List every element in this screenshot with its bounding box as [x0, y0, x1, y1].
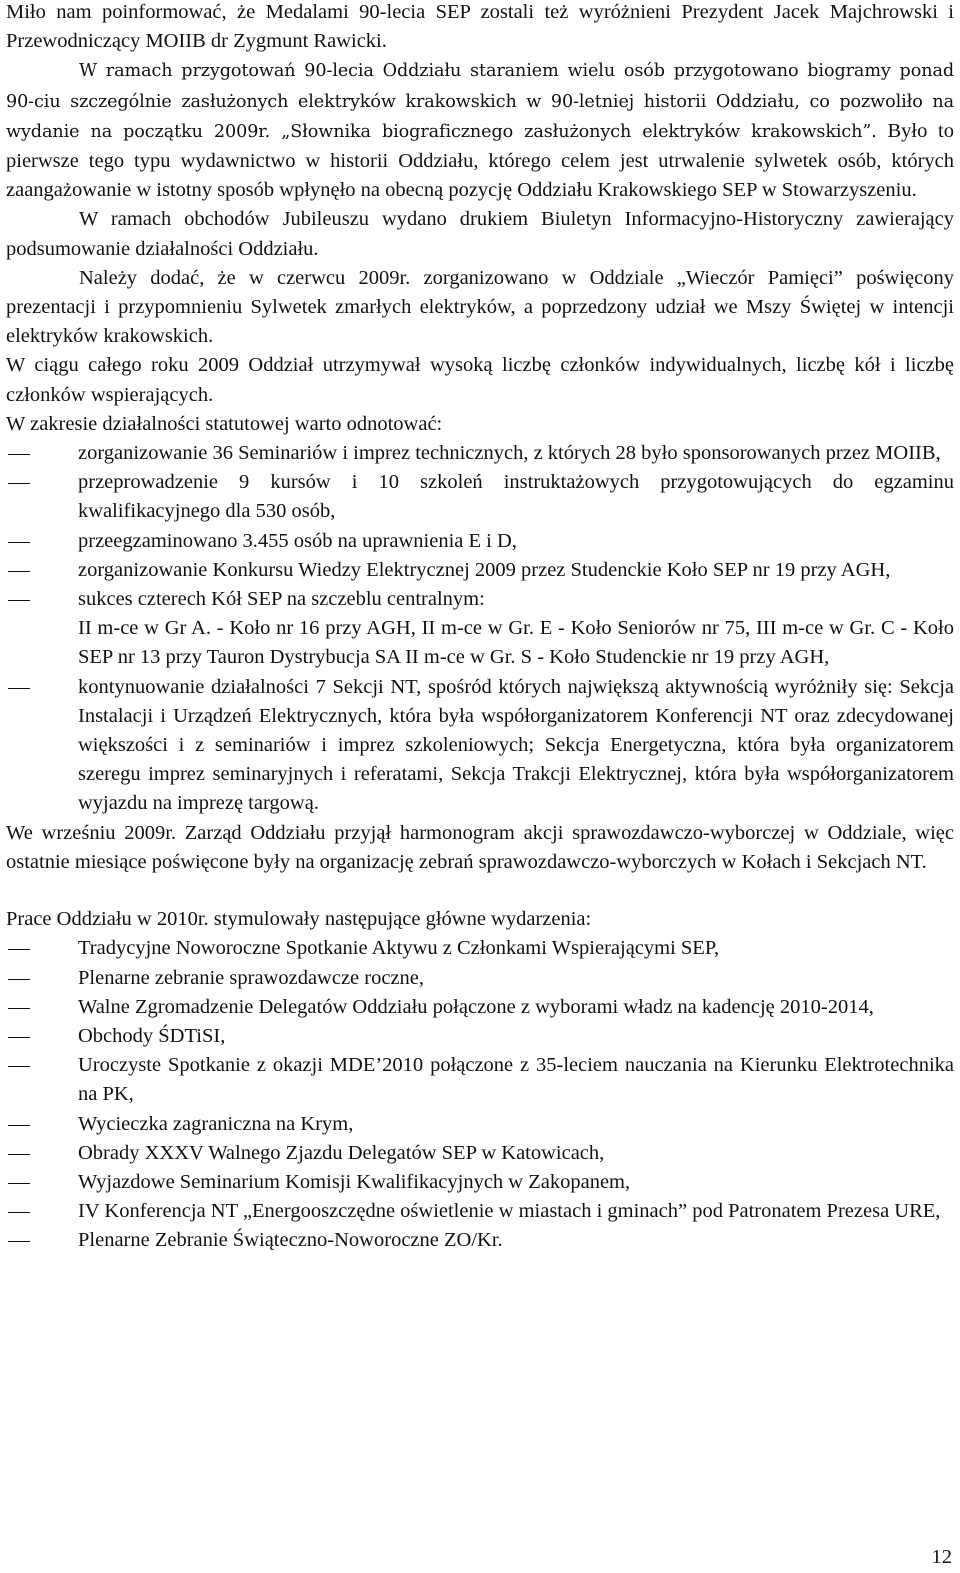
- paragraph-biographies-part1: W ramach przygotowań 90-lecia Oddziału staraniem wielu osób przygotowano biogramy ponad 90-ciu szczególnie zasłużonych elektryków krakowskich w 90-letniej historii Oddziału, co pozwoliło na wydanie na początku 2009r. „Słownika biograficznego zasłużonych elektryków krakowskich”.: [6, 61, 954, 142]
- list-item: kontynuowanie działalności 7 Sekcji NT, spośród których największą aktywnością wyróżniły się: Sekcja Instalacji i Urządzeń Elektrycznych, która była współorganizatorem Konferencji NT oraz zdecydowanej większości i z seminariów i imprez szkoleniowych; Sekcja Energetyczna, która była organizatorem szeregu imprez seminaryjnych i referatami, Sekcja Trakcji Elektrycznej, która była współorganizatorem wyjazdu na imprezę targową.: [6, 673, 954, 819]
- page-content: [6, 0, 954, 1256]
- events-2010-list: [6, 934, 954, 1255]
- list-item: przeegzaminowano 3.455 osób na uprawnienia E i D,: [6, 527, 954, 556]
- list-item: Uroczyste Spotkanie z okazji MDE’2010 połączone z 35-leciem nauczania na Kierunku Elektrotechnika na PK,: [6, 1051, 954, 1109]
- list-item: Tradycyjne Noworoczne Spotkanie Aktywu z Członkami Wspierającymi SEP,: [6, 934, 954, 963]
- paragraph-medals: Miło nam poinformować, że Medalami 90-lecia SEP zostali też wyróżnieni Prezydent Jacek Majchrowski i Przewodniczący MOIIB dr Zygmunt Rawicki.: [6, 1, 954, 53]
- list-item: Wyjazdowe Seminarium Komisji Kwalifikacyjnych w Zakopanem,: [6, 1168, 954, 1197]
- list-item: zorganizowanie Konkursu Wiedzy Elektrycznej 2009 przez Studenckie Koło SEP nr 19 przy AGH,: [6, 556, 954, 585]
- paragraph-bulletin: W ramach obchodów Jubileuszu wydano drukiem Biuletyn Informacyjno-Historyczny zawierający podsumowanie działalności Oddziału.: [6, 208, 954, 260]
- paragraph-members: W ciągu całego roku 2009 Oddział utrzymywał wysoką liczbę członków indywidualnych, liczbę kół i liczbę członków wspierających.: [6, 354, 954, 406]
- paragraph-statutory-intro: W zakresie działalności statutowej warto odnotować:: [6, 412, 443, 435]
- list-item: przeprowadzenie 9 kursów i 10 szkoleń instruktażowych przygotowujących do egzaminu kwalifikacyjnego dla 530 osób,: [6, 468, 954, 526]
- list-item: [6, 585, 954, 673]
- spacer: [6, 877, 954, 905]
- list-item: Plenarne zebranie sprawozdawcze roczne,: [6, 964, 954, 993]
- paragraph-biographies: [6, 56, 954, 205]
- list-item: Obrady XXXV Walnego Zjazdu Delegatów SEP w Katowicach,: [6, 1139, 954, 1168]
- list-item-text: sukces czterech Kół SEP na szczeblu centralnym:: [78, 588, 485, 611]
- statutory-activities-list: [6, 439, 954, 819]
- paragraph-2010-intro: Prace Oddziału w 2010r. stymulowały następujące główne wydarzenia:: [6, 908, 592, 931]
- list-item: Obchody ŚDTiSI,: [6, 1022, 954, 1051]
- list-item: Wycieczka zagraniczna na Krym,: [6, 1110, 954, 1139]
- list-item: Plenarne Zebranie Świąteczno-Noworoczne ZO/Kr.: [6, 1226, 954, 1255]
- paragraph-evening-of-remembrance: Należy dodać, że w czerwcu 2009r. zorganizowano w Oddziale „Wieczór Pamięci” poświęcony prezentacji i przypomnieniu Sylwetek zmarłych elektryków, a poprzedzony udział we Mszy Świętej w intencji elektryków krakowskich.: [6, 266, 954, 348]
- list-item: IV Konferencja NT „Energooszczędne oświetlenie w miastach i gminach” pod Patronatem Prezesa URE,: [6, 1197, 954, 1226]
- paragraph-election-schedule: We wrześniu 2009r. Zarząd Oddziału przyjął harmonogram akcji sprawozdawczo-wyborczej w Oddziale, więc ostatnie miesiące poświęcone były na organizację zebrań sprawozdawczo-wyborczych w Kołach i Sekcjach NT.: [6, 821, 954, 873]
- list-item: zorganizowanie 36 Seminariów i imprez technicznych, z których 28 było sponsorowanych przez MOIIB,: [6, 439, 954, 468]
- page-number: 12: [931, 1546, 952, 1568]
- paragraph-biographies-part2: Było to pierwsze tego typu wydawnictwo w historii Oddziału, którego celem jest utrwalenie sylwetek osób, których zaangażowanie w istotny sposób wpłynęło na obecną pozycję Oddziału Krakowskiego SEP w Stowarzyszeniu.: [6, 119, 954, 202]
- list-item-subtext: II m-ce w Gr A. - Koło nr 16 przy AGH, II m-ce w Gr. E - Koło Seniorów nr 75, III m-ce w Gr. C - Koło SEP nr 13 przy Tauron Dystrybucja SA II m-ce w Gr. S - Koło Studenckie nr 19 przy AGH,: [78, 617, 954, 669]
- list-item: Walne Zgromadzenie Delegatów Oddziału połączone z wyborami władz na kadencję 2010-2014,: [6, 993, 954, 1022]
